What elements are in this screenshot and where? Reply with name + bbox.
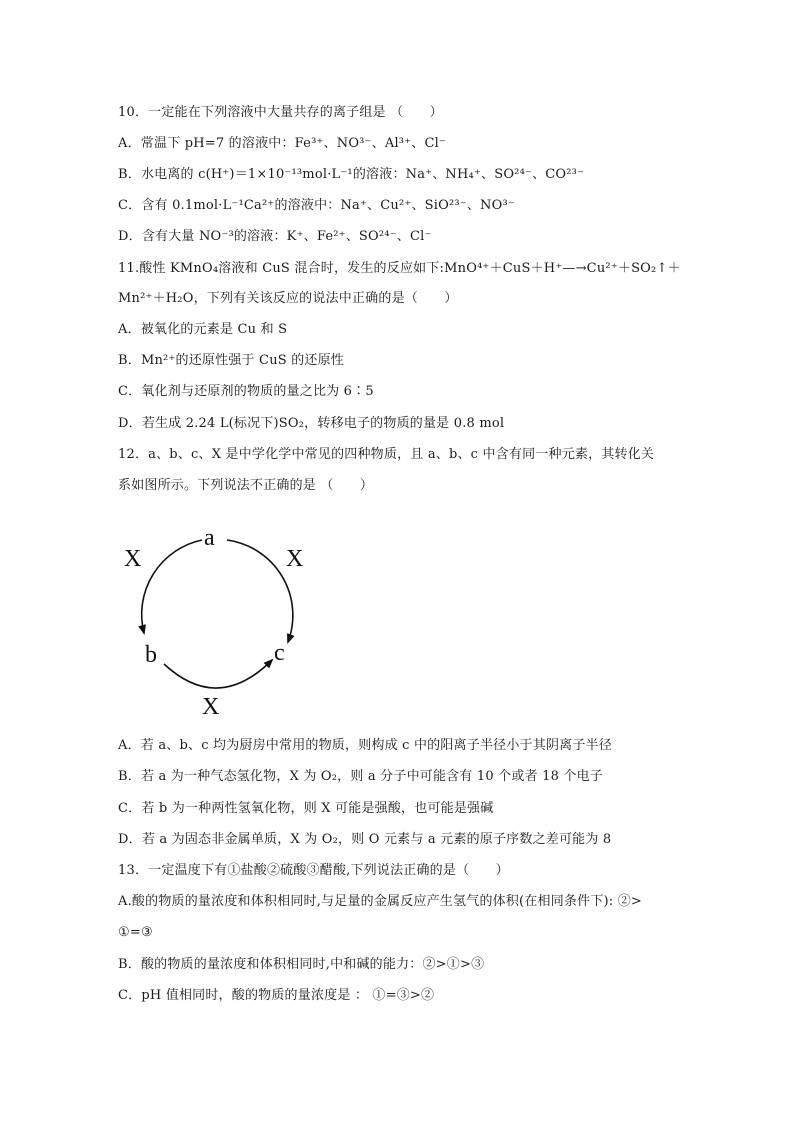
q12-option-c: C．若 b 为一种两性氢氧化物，则 X 可能是强酸，也可能是强碱 [118, 801, 494, 816]
label-x-right: X [286, 546, 304, 572]
q11-option-b: B．Mn²⁺的还原性强于 CuS 的还原性 [118, 353, 344, 368]
label-x-left: X [124, 546, 142, 572]
node-a: a [204, 525, 215, 551]
label-x-bottom: X [202, 694, 220, 720]
q11-stem-line1: 11.酸性 KMnO₄溶液和 CuS 混合时，发生的反应如下:MnO⁴⁺＋CuS＋H⁺—→Cu²⁺＋SO₂↑＋ [118, 261, 681, 276]
q11-stem-line2: Mn²⁺＋H₂O，下列有关该反应的说法中正确的是（ ） [118, 291, 458, 306]
q12-option-b: B．若 a 为一种气态氢化物，X 为 O₂，则 a 分子中可能含有 10 个或者 18 个电子 [118, 769, 603, 784]
node-c: c [274, 640, 285, 666]
q13-stem: 13．一定温度下有①盐酸②硫酸③醋酸,下列说法正确的是（ ） [118, 863, 509, 878]
q11-option-a: A．被氧化的元素是 Cu 和 S [118, 322, 288, 337]
arrow-b-to-c [164, 660, 272, 688]
q12-stem-line1: 12．a、b、c、X 是中学化学中常见的四种物质，且 a、b、c 中含有同一种元素，其转化关 [118, 447, 655, 462]
q13-option-a-line2: ①=③ [118, 925, 153, 940]
q12-option-d: D．若 a 为固态非金属单质，X 为 O₂，则 O 元素与 a 元素的原子序数之差可能为 8 [118, 832, 612, 847]
q13-option-b: B．酸的物质的量浓度和体积相同时,中和碱的能力：②>①>③ [118, 957, 485, 972]
q10-option-c: C．含有 0.1mol·L⁻¹Ca²⁺的溶液中：Na⁺、Cu²⁺、SiO²³⁻、NO³⁻ [118, 198, 515, 213]
q11-option-c: C．氧化剂与还原剂的物质的量之比为 6∶5 [118, 384, 374, 399]
q13-option-a-line1: A.酸的物质的量浓度和体积相同时,与足量的金属反应产生氢气的体积(在相同条件下): ②> [118, 894, 643, 909]
node-b: b [145, 642, 157, 668]
q13-option-c: C．pH 值相同时，酸的物质的量浓度是 ： ①=③>② [118, 988, 435, 1003]
q10-option-d: D．含有大量 NO⁻³的溶液：K⁺、Fe²⁺、SO²⁴⁻、Cl⁻ [118, 229, 432, 244]
q12-stem-line2: 系如图所示。下列说法不正确的是 （ ） [118, 478, 374, 493]
conversion-cycle-diagram [112, 518, 332, 723]
q10-option-b: B．水电离的 c(H⁺)＝1×10⁻¹³mol·L⁻¹的溶液：Na⁺、NH₄⁺、SO²⁴⁻、CO²³⁻ [118, 167, 585, 182]
arrow-a-to-b [142, 540, 202, 633]
q12-option-a: A．若 a、b、c 均为厨房中常用的物质，则构成 c 中的阳离子半径小于其阴离子半径 [118, 738, 612, 753]
q11-option-d: D．若生成 2.24 L(标况下)SO₂，转移电子的物质的量是 0.8 mol [118, 416, 505, 431]
q10-option-a: A．常温下 pH=7 的溶液中：Fe³⁺、NO³⁻、Al³⁺、Cl⁻ [118, 136, 447, 151]
arrow-a-to-c [227, 540, 293, 642]
q10-stem: 10．一定能在下列溶液中大量共存的离子组是 （ ） [118, 105, 443, 120]
